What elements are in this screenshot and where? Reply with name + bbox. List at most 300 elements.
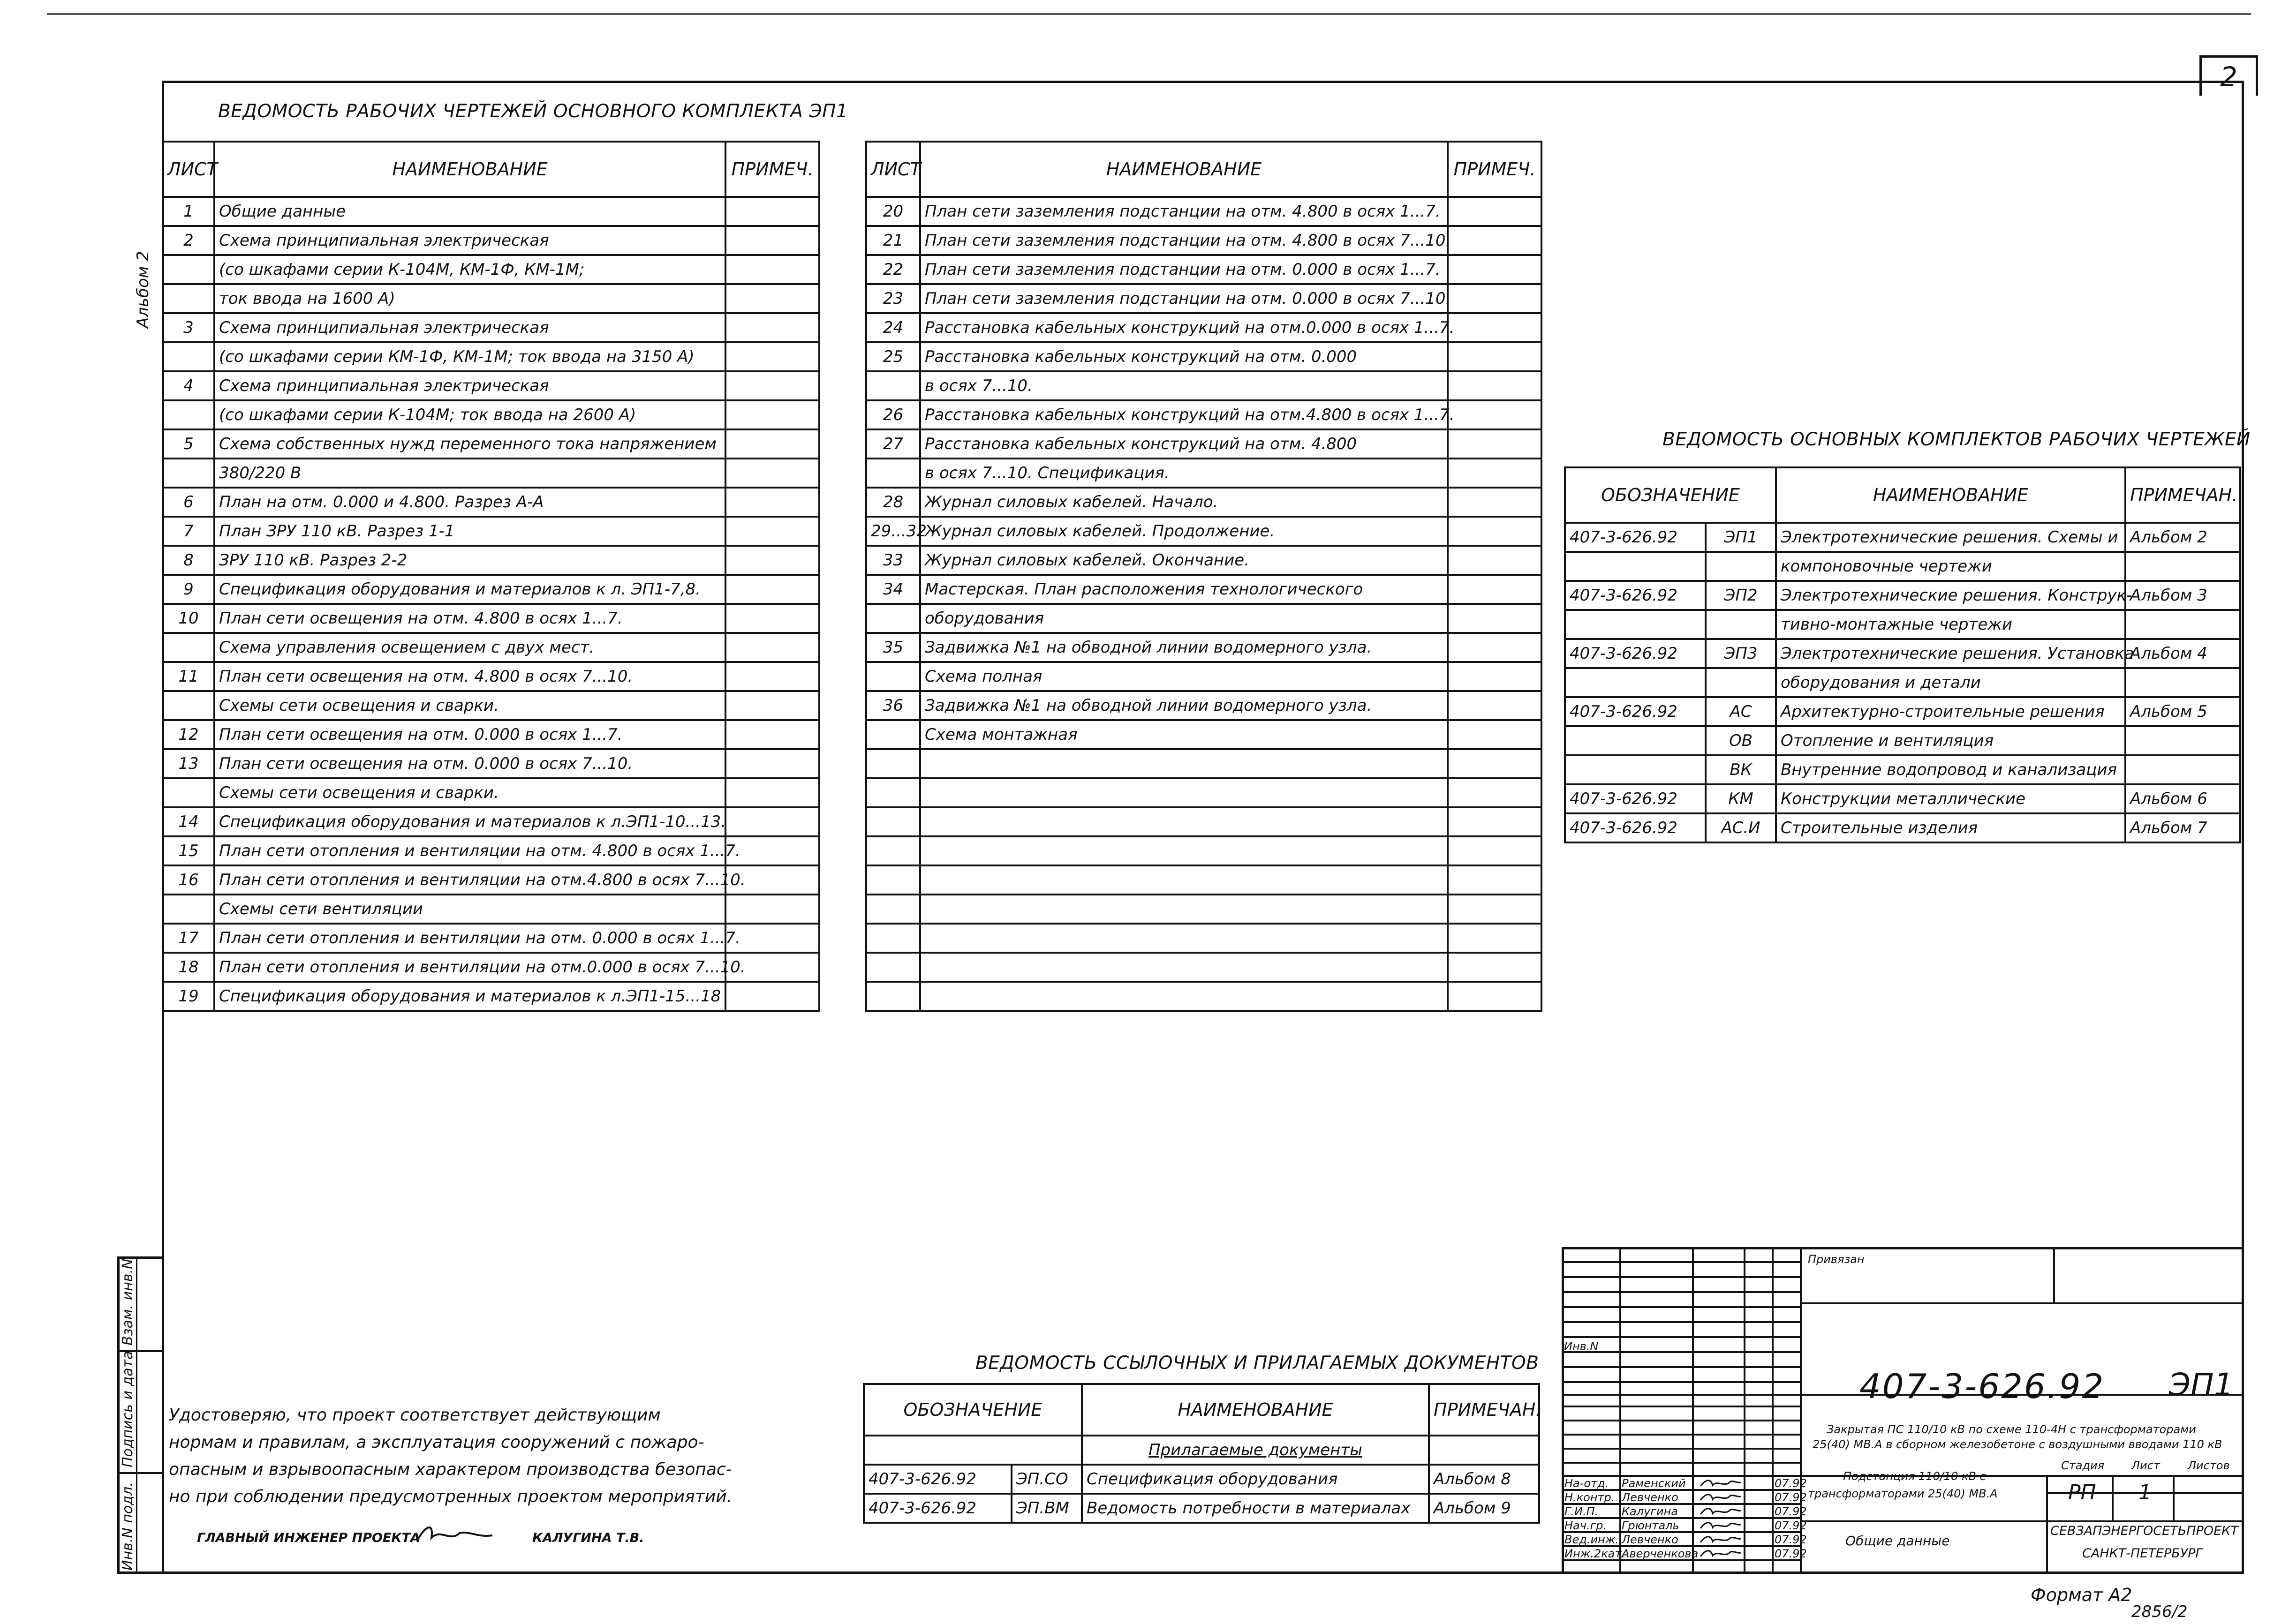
note-cell [1448,662,1541,691]
sheet-name-cell: Расстановка кабельных конструкций на отм.0.000 в осях 1...7. [920,313,1448,342]
empty-cell [866,836,920,865]
table-row [163,197,819,226]
sheet-name-cell: Расстановка кабельных конструкций на отм.4.800 в осях 1...7. [920,400,1448,429]
empty-cell [1448,836,1541,865]
table-row [163,691,819,720]
sheet-name-cell: План сети освещения на отм. 0.000 в осях 7...10. [214,749,725,778]
set-code-cell [1565,668,1706,697]
empty-cell [1448,953,1541,982]
sheet-name-cell: Схема полная [920,662,1448,691]
table-row [866,546,1541,575]
staff-signature [1697,1519,1744,1532]
set-name-cell: Внутренние водопровод и канализация [1776,755,2125,784]
substation-line: трансформаторами 25(40) МВ.А [1808,1487,1998,1500]
table-row [163,865,819,895]
set-mark-cell: ЭП1 [1706,523,1776,552]
col-header-sheet: ЛИСТ [866,142,920,197]
table-row [1565,784,2240,813]
sheet-number-cell [163,400,214,429]
note-cell [1448,371,1541,400]
empty-row [866,895,1541,924]
set-note-cell [2125,552,2240,581]
table-row [1565,552,2240,581]
sheet-name-cell: оборудования [920,604,1448,633]
empty-row [866,749,1541,778]
table-row [866,313,1541,342]
sheet-number-cell [163,255,214,284]
sheet-number-cell [163,895,214,924]
sheets-label: Листов [2188,1459,2230,1472]
note-cell [725,895,819,924]
sheet-name-cell: План сети заземления подстанции на отм. 0.000 в осях 1...7. [920,255,1448,284]
note-cell [725,807,819,836]
set-mark-cell: ВК [1706,755,1776,784]
empty-cell [1448,865,1541,895]
note-cell [725,429,819,459]
sheet-name-cell: План ЗРУ 110 кВ. Разрез 1-1 [214,517,725,546]
empty-cell [866,924,920,953]
certification-line: Удостоверяю, что проект соответствует действующим [169,1406,661,1425]
archive-number: 2856/2 [2131,1602,2188,1621]
ref-mark-cell: ЭП.СО [1012,1465,1082,1494]
table-row [866,342,1541,371]
empty-cell [866,953,920,982]
staff-role: Инж.2кат. [1564,1547,1625,1560]
sheet-number-cell [163,459,214,488]
set-note-cell [2125,610,2240,639]
set-note-cell [2125,726,2240,755]
table-row [163,604,819,633]
sheet-number-cell [866,662,920,691]
certification-line: но при соблюдении предусмотренных проектом мероприятий. [169,1487,733,1506]
note-cell [1448,546,1541,575]
col-header-note: ПРИМЕЧ. [725,142,819,197]
sheet-name-cell: Схемы сети вентиляции [214,895,725,924]
note-cell [725,517,819,546]
inv-label: Инв.N [1564,1340,1599,1353]
note-cell [1448,633,1541,662]
staff-name: Левченко [1622,1533,1678,1546]
sheet-number-cell: 23 [866,284,920,313]
note-cell [1448,604,1541,633]
set-name-cell: Архитектурно-строительные решения [1776,697,2125,726]
table-row [163,429,819,459]
empty-cell [920,895,1448,924]
table-row [1565,639,2240,668]
title-block-mark: ЭП1 [2169,1367,2234,1403]
table-row [1565,668,2240,697]
note-cell [1448,429,1541,459]
empty-row [866,982,1541,1011]
sheet-name-cell: План сети заземления подстанции на отм. 0.000 в осях 7...10. [920,284,1448,313]
chief-engineer-name: КАЛУГИНА Т.В. [532,1531,644,1545]
table-row [866,371,1541,400]
table-row [866,691,1541,720]
sheet-name-cell: План на отм. 0.000 и 4.800. Разрез А-А [214,488,725,517]
strip-label-replace-inv: Взам. инв.N [120,1258,136,1346]
sheet-number-cell: 2 [163,226,214,255]
table-row [1565,697,2240,726]
sheet-number-cell: 19 [163,982,214,1011]
ref-name-cell: Ведомость потребности в материалах [1082,1494,1429,1523]
note-cell [725,255,819,284]
staff-name: Калугина [1622,1505,1678,1518]
sheet-name-cell: Расстановка кабельных конструкций на отм. 0.000 [920,342,1448,371]
staff-role: Нач.гр. [1564,1519,1607,1532]
empty-row [866,924,1541,953]
table-row [1565,523,2240,552]
note-cell [1448,226,1541,255]
sheet-name-cell: Схема принципиальная электрическая [214,226,725,255]
sheet-number-cell [866,459,920,488]
sheet-name-cell: План сети отопления и вентиляции на отм.4.800 в осях 7...10. [214,865,725,895]
object-desc-line: 25(40) МВ.А в сборном железобетоне с воздушными вводами 110 кВ [1813,1438,2222,1451]
staff-date: 07.92 [1775,1505,1807,1518]
sheet-number-cell [163,778,214,807]
empty-row [866,836,1541,865]
set-code-cell [1565,552,1706,581]
table-row [163,546,819,575]
set-mark-cell [1706,610,1776,639]
table-row [163,400,819,429]
staff-date: 07.92 [1775,1533,1807,1546]
main-list-title: ВЕДОМОСТЬ РАБОЧИХ ЧЕРТЕЖЕЙ ОСНОВНОГО КОМПЛЕКТА ЭП1 [218,101,848,122]
sheet-name-cell: ЗРУ 110 кВ. Разрез 2-2 [214,546,725,575]
ref-note-cell: Альбом 8 [1429,1465,1539,1494]
note-cell [1448,488,1541,517]
note-cell [1448,517,1541,546]
strip-label-signature-date: Подпись и дата [120,1351,136,1467]
table-row [866,284,1541,313]
set-name-cell: Отопление и вентиляция [1776,726,2125,755]
sheet-name-cell: План сети отопления и вентиляции на отм.0.000 в осях 7...10. [214,953,725,982]
main-list-table-right [865,141,1542,1012]
set-code-cell: 407-3-626.92 [1565,813,1706,842]
chief-engineer-label: ГЛАВНЫЙ ИНЖЕНЕР ПРОЕКТА [197,1531,420,1545]
staff-role: На-отд. [1564,1477,1609,1490]
title-block-code: 407-3-626.92 [1859,1367,2105,1406]
table-row [163,749,819,778]
sheet-number-cell: 3 [163,313,214,342]
table-row [866,488,1541,517]
sheet-name-cell: План сети освещения на отм. 0.000 в осях 1...7. [214,720,725,749]
staff-signature [1697,1547,1744,1560]
sheet-number-cell: 27 [866,429,920,459]
set-code-cell: 407-3-626.92 [1565,581,1706,610]
sheet-name-cell: Задвижка №1 на обводной линии водомерного узла. [920,633,1448,662]
table-row [1565,726,2240,755]
certification-line: нормам и правилам, а эксплуатация сооружений с пожаро- [169,1433,704,1452]
sheet-number-cell: 26 [866,400,920,429]
col-header-name: НАИМЕНОВАНИЕ [214,142,725,197]
empty-cell [1448,807,1541,836]
base-sets-title: ВЕДОМОСТЬ ОСНОВНЫХ КОМПЛЕКТОВ РАБОЧИХ ЧЕРТЕЖЕЙ [1662,429,2251,450]
table-row [163,284,819,313]
object-desc-line: Закрытая ПС 110/10 кВ по схеме 110-4Н с трансформаторами [1827,1423,2196,1436]
empty-cell [920,807,1448,836]
set-name-cell: Электротехнические решения. Схемы и [1776,523,2125,552]
empty-cell [920,865,1448,895]
empty-cell [1448,749,1541,778]
strip-divider [136,1256,137,1574]
staff-name: Левченко [1622,1491,1678,1504]
empty-cell [866,982,920,1011]
set-note-cell: Альбом 6 [2125,784,2240,813]
sheet-name-cell: Схема принципиальная электрическая [214,371,725,400]
empty-cell [1448,778,1541,807]
table-row [866,604,1541,633]
sheet-number-cell: 29...32 [866,517,920,546]
sheet-name-cell: Журнал силовых кабелей. Продолжение. [920,517,1448,546]
staff-date: 07.92 [1775,1477,1807,1490]
table-row [1565,755,2240,784]
table-row [163,778,819,807]
sets-header-name: НАИМЕНОВАНИЕ [1776,467,2125,523]
set-note-cell [2125,755,2240,784]
col-header-sheet: ЛИСТ [163,142,214,197]
sheet-label: Лист [2131,1459,2160,1472]
note-cell [1448,342,1541,371]
sheet-number-cell: 33 [866,546,920,575]
table-row [163,633,819,662]
sets-header-code: ОБОЗНАЧЕНИЕ [1565,467,1776,523]
ref-subheader: Прилагаемые документы [1148,1441,1363,1459]
ref-name-cell: Спецификация оборудования [1082,1465,1429,1494]
table-row [1565,813,2240,842]
table-row [163,517,819,546]
table-row [866,517,1541,546]
note-cell [1448,255,1541,284]
set-mark-cell: АС.И [1706,813,1776,842]
sheet-name-cell: Спецификация оборудования и материалов к л.ЭП1-10...13. [214,807,725,836]
table-row [163,953,819,982]
sheet-number-cell: 22 [866,255,920,284]
set-note-cell: Альбом 2 [2125,523,2240,552]
empty-cell [1448,895,1541,924]
sheet-name-cell: (со шкафами серии К-104М, КМ-1Ф, КМ-1М; [214,255,725,284]
sheet-name-cell: План сети освещения на отм. 4.800 в осях 1...7. [214,604,725,633]
empty-cell [920,836,1448,865]
empty-cell [920,778,1448,807]
sheet-number-cell: 25 [866,342,920,371]
sheet-name-cell: Мастерская. План расположения технологического [920,575,1448,604]
empty-row [866,807,1541,836]
set-note-cell [2125,668,2240,697]
table-row [866,662,1541,691]
sheet-name-cell: Схемы сети освещения и сварки. [214,691,725,720]
sheet-number-cell: 4 [163,371,214,400]
table-row [163,255,819,284]
empty-cell [1448,982,1541,1011]
main-list-table-left [162,141,820,1012]
sheet-name-cell: Схема управления освещением с двух мест. [214,633,725,662]
empty-cell [866,895,920,924]
ref-header-name: НАИМЕНОВАНИЕ [1082,1384,1429,1436]
table-row [866,226,1541,255]
ref-docs-table [863,1383,1540,1524]
set-code-cell: 407-3-626.92 [1565,639,1706,668]
sheet-number-cell: 15 [163,836,214,865]
sheet-name-cell: Схема собственных нужд переменного тока напряжением [214,429,725,459]
table-row [163,720,819,749]
sheet-name-cell: Журнал силовых кабелей. Начало. [920,488,1448,517]
empty-cell [866,865,920,895]
empty-cell [1448,924,1541,953]
sheet-number-cell [866,371,920,400]
sheet-number-box: 2 [2199,55,2258,96]
note-cell [1448,313,1541,342]
set-name-cell: Строительные изделия [1776,813,2125,842]
set-name-cell: компоновочные чертежи [1776,552,2125,581]
sheet-number-cell: 6 [163,488,214,517]
ref-code-cell: 407-3-626.92 [864,1494,1012,1523]
table-row [163,459,819,488]
stage-label: Стадия [2061,1459,2105,1472]
sheet-name-cell: (со шкафами серии К-104М; ток ввода на 2600 А) [214,400,725,429]
set-mark-cell: ОВ [1706,726,1776,755]
table-row [163,982,819,1011]
table-row [163,895,819,924]
sheet-number-cell: 34 [866,575,920,604]
note-cell [725,633,819,662]
set-note-cell: Альбом 7 [2125,813,2240,842]
sheet-number-cell: 8 [163,546,214,575]
note-cell [725,313,819,342]
sheet-number-cell: 18 [163,953,214,982]
sheet-number-cell: 9 [163,575,214,604]
staff-role: Г.И.П. [1564,1505,1599,1518]
table-row [1565,581,2240,610]
staff-name: Аверченкова [1622,1547,1699,1560]
set-mark-cell: КМ [1706,784,1776,813]
sheet-name-cell: Схема монтажная [920,720,1448,749]
ref-docs-title: ВЕДОМОСТЬ ССЫЛОЧНЫХ И ПРИЛАГАЕМЫХ ДОКУМЕНТОВ [975,1353,1539,1374]
substation-line: Подстанция 110/10 кВ с [1843,1470,1986,1483]
empty-row [866,953,1541,982]
strip-divider [117,1472,164,1474]
sheet-name-cell: План сети отопления и вентиляции на отм. 0.000 в осях 1...7. [214,924,725,953]
staff-name: Раменский [1622,1477,1686,1490]
staff-date: 07.92 [1775,1519,1807,1532]
table-row [163,662,819,691]
sheet-number-cell: 14 [163,807,214,836]
sheet-number-cell: 20 [866,197,920,226]
sheet-number-cell: 17 [163,924,214,953]
strip-label-inv-original: Инв.N подл. [120,1482,136,1571]
note-cell [1448,575,1541,604]
note-cell [725,284,819,313]
note-cell [725,400,819,429]
sheet-number-cell: 35 [866,633,920,662]
note-cell [1448,691,1541,720]
note-cell [725,604,819,633]
note-cell [725,749,819,778]
note-cell [725,691,819,720]
sets-header-note: ПРИМЕЧАН. [2125,467,2240,523]
format-label: Формат А2 [2031,1585,2132,1605]
sheet-number-cell: 24 [866,313,920,342]
sheet-name-cell: Схема принципиальная электрическая [214,313,725,342]
sheet-name-cell: План сети заземления подстанции на отм. 4.800 в осях 7...10. [920,226,1448,255]
empty-cell [920,982,1448,1011]
sheet-name-cell: ток ввода на 1600 А) [214,284,725,313]
sheet-name-cell: 380/220 В [214,459,725,488]
sheet-name-cell: План сети освещения на отм. 4.800 в осях 7...10. [214,662,725,691]
note-cell [1448,459,1541,488]
stage-value: РП [2068,1481,2096,1504]
sheet-name-cell: Схемы сети освещения и сварки. [214,778,725,807]
sheet-name-cell: Спецификация оборудования и материалов к л. ЭП1-7,8. [214,575,725,604]
certification-text [169,1402,732,1511]
set-mark-cell: ЭП3 [1706,639,1776,668]
set-code-cell [1565,755,1706,784]
sheet-number-cell [163,633,214,662]
sheet-name-cell: в осях 7...10. [920,371,1448,400]
note-cell [725,575,819,604]
col-header-note: ПРИМЕЧ. [1448,142,1541,197]
staff-signature [1697,1505,1744,1518]
set-mark-cell [1706,668,1776,697]
sheet-number-cell: 11 [163,662,214,691]
empty-row [866,865,1541,895]
note-cell [1448,284,1541,313]
org-name: СЕВЗАПЭНЕРГОСЕТЬПРОЕКТ [2050,1524,2238,1538]
ref-note-cell: Альбом 9 [1429,1494,1539,1523]
ref-code-cell: 407-3-626.92 [864,1465,1012,1494]
table-row [866,720,1541,749]
set-name-cell: тивно-монтажные чертежи [1776,610,2125,639]
staff-signature [1697,1477,1744,1490]
set-code-cell: 407-3-626.92 [1565,784,1706,813]
sheet-number-cell: 12 [163,720,214,749]
sheet-number-cell: 21 [866,226,920,255]
set-code-cell: 407-3-626.92 [1565,523,1706,552]
certification-line: опасным и взрывоопасным характером производства безопас- [169,1460,732,1479]
sheet-number-cell [866,720,920,749]
sheet-number-cell: 28 [866,488,920,517]
empty-cell [866,778,920,807]
note-cell [725,662,819,691]
set-name-cell: оборудования и детали [1776,668,2125,697]
set-code-cell: 407-3-626.92 [1565,697,1706,726]
sheet-number-cell: 36 [866,691,920,720]
ref-mark-cell: ЭП.ВМ [1012,1494,1082,1523]
set-note-cell: Альбом 5 [2125,697,2240,726]
sheet-name-cell: в осях 7...10. Спецификация. [920,459,1448,488]
sheet-name-cell: План сети заземления подстанции на отм. 4.800 в осях 1...7. [920,197,1448,226]
empty-cell [866,807,920,836]
set-name-cell: Конструкции металлические [1776,784,2125,813]
note-cell [725,197,819,226]
empty-cell [866,749,920,778]
set-code-cell [1565,726,1706,755]
staff-date: 07.92 [1775,1491,1807,1504]
staff-role: Н.контр. [1564,1491,1615,1504]
table-row [866,197,1541,226]
table-row [866,459,1541,488]
sheet-name-cell: (со шкафами серии КМ-1Ф, КМ-1М; ток ввода на 3150 А) [214,342,725,371]
sheet-name-cell: Спецификация оборудования и материалов к л.ЭП1-15...18 [214,982,725,1011]
table-row [866,429,1541,459]
set-note-cell: Альбом 3 [2125,581,2240,610]
table-row [163,924,819,953]
staff-role: Вед.инж. [1564,1533,1619,1546]
album-side-label: Альбом 2 [134,251,152,328]
note-cell [725,778,819,807]
table-row [866,400,1541,429]
staff-date: 07.92 [1775,1547,1807,1560]
note-cell [725,546,819,575]
